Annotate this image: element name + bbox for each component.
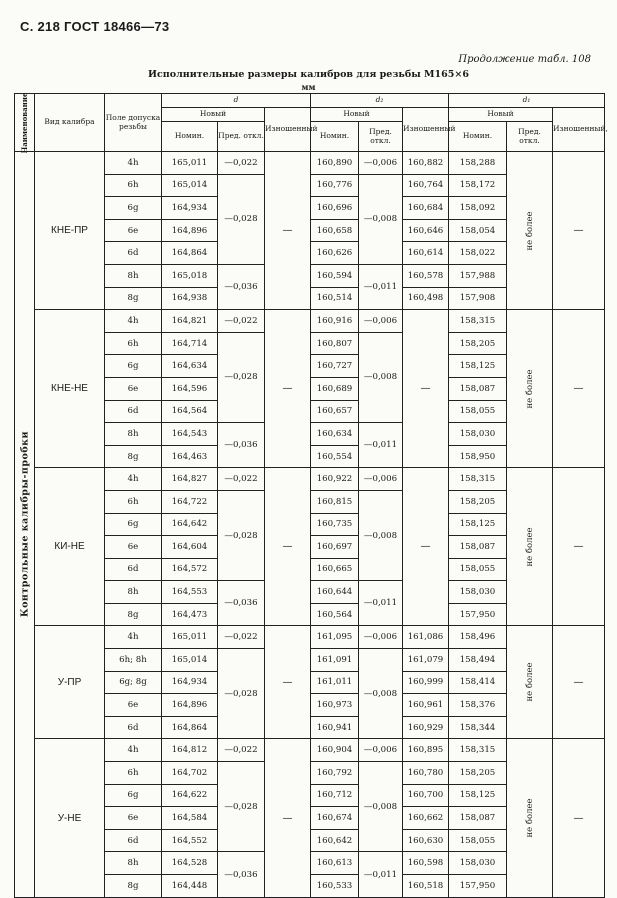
d2-nomin-cell: 160,792	[311, 762, 359, 785]
d-nomin-cell: 164,864	[162, 716, 218, 739]
d-nomin-cell: 164,584	[162, 807, 218, 830]
d2-nomin-cell: 160,727	[311, 355, 359, 378]
d2-nomin-cell: 160,735	[311, 513, 359, 536]
d1-nomin-cell: 158,055	[449, 829, 507, 852]
d1-nomin-cell: 158,092	[449, 197, 507, 220]
d-nomin-cell: 164,938	[162, 287, 218, 310]
d1-nomin-cell: 158,288	[449, 152, 507, 175]
d1-nomin-cell: 158,030	[449, 852, 507, 875]
d-nomin-cell: 164,622	[162, 784, 218, 807]
d-nomin-cell: 165,014	[162, 649, 218, 672]
d-deviation-cell: —0,022	[218, 739, 265, 762]
d1-worn-cell: —	[553, 626, 605, 739]
d2-deviation-cell: —0,006	[359, 310, 403, 333]
d-worn-cell: —	[265, 152, 311, 310]
fit-cell: 8g	[105, 875, 162, 898]
d1-nomin-cell: 158,055	[449, 558, 507, 581]
fit-cell: 6g	[105, 197, 162, 220]
d-nomin-cell: 164,604	[162, 536, 218, 559]
d-deviation-cell: —0,036	[218, 852, 265, 897]
table-row	[15, 626, 605, 649]
d-nomin-cell: 164,934	[162, 671, 218, 694]
d2-nomin-cell: 160,712	[311, 784, 359, 807]
kalibr-kind: У-НЕ	[35, 739, 105, 897]
fit-cell: 8h	[105, 264, 162, 287]
fit-cell: 6h	[105, 762, 162, 785]
fit-cell: 8h	[105, 581, 162, 604]
d-deviation-cell: —0,028	[218, 762, 265, 852]
d-nomin-cell: 164,572	[162, 558, 218, 581]
d1-nomin-cell: 158,950	[449, 445, 507, 468]
d1-nomin-cell: 158,344	[449, 716, 507, 739]
fit-cell: 6h	[105, 174, 162, 197]
d1-nomin-cell: 158,087	[449, 536, 507, 559]
d-nomin-cell: 164,543	[162, 423, 218, 446]
d-deviation-cell: —0,036	[218, 264, 265, 309]
fit-cell: 8h	[105, 852, 162, 875]
header-d1-pred: Пред. откл.	[507, 122, 553, 152]
fit-cell: 6g	[105, 784, 162, 807]
fit-cell: 6e	[105, 807, 162, 830]
d-nomin-cell: 164,634	[162, 355, 218, 378]
kalibr-kind: КИ-НЕ	[35, 468, 105, 626]
d2-worn-cell: 160,614	[403, 242, 449, 265]
d-nomin-cell: 164,448	[162, 875, 218, 898]
d-nomin-cell: 164,564	[162, 400, 218, 423]
d1-nomin-cell: 158,315	[449, 310, 507, 333]
header-d2-nomin: Номин.	[311, 122, 359, 152]
d2-nomin-cell: 160,626	[311, 242, 359, 265]
d1-nomin-cell: 158,125	[449, 784, 507, 807]
d2-nomin-cell: 160,890	[311, 152, 359, 175]
d-worn-cell: —	[265, 310, 311, 468]
fit-cell: 6g	[105, 355, 162, 378]
fit-cell: 8h	[105, 423, 162, 446]
d1-nomin-cell: 158,205	[449, 490, 507, 513]
d2-worn-cell: 160,882	[403, 152, 449, 175]
fit-cell: 6h	[105, 490, 162, 513]
d1-nomin-cell: 158,055	[449, 400, 507, 423]
header-d-nomin: Номин.	[162, 122, 218, 152]
d1-nomin-cell: 158,087	[449, 807, 507, 830]
d-nomin-cell: 164,596	[162, 377, 218, 400]
d2-deviation-cell: —0,008	[359, 649, 403, 739]
d-nomin-cell: 164,714	[162, 332, 218, 355]
header-d2-izn: Изношенный	[403, 108, 449, 152]
d2-nomin-cell: 160,665	[311, 558, 359, 581]
d1-deviation-cell	[507, 739, 553, 897]
header-d2-novy: Новый	[311, 108, 403, 122]
d1-nomin-cell: 157,908	[449, 287, 507, 310]
d2-worn-cell: 160,578	[403, 264, 449, 287]
fit-cell: 6d	[105, 242, 162, 265]
d1-nomin-cell: 158,205	[449, 762, 507, 785]
header-d: d	[162, 94, 311, 108]
d2-deviation-cell: —0,006	[359, 468, 403, 491]
d1-nomin-cell: 158,496	[449, 626, 507, 649]
d2-worn-cell: 160,895	[403, 739, 449, 762]
calibre-dimensions-table	[14, 92, 608, 898]
d-nomin-cell: 164,934	[162, 197, 218, 220]
d2-nomin-cell: 160,594	[311, 264, 359, 287]
fit-cell: 6h	[105, 332, 162, 355]
d1-nomin-cell: 158,030	[449, 423, 507, 446]
d2-nomin-cell: 160,815	[311, 490, 359, 513]
d-nomin-cell: 164,722	[162, 490, 218, 513]
d2-worn-cell: 160,700	[403, 784, 449, 807]
header-naimenovanie: Наименование	[15, 94, 35, 152]
header-d1: d₁	[449, 94, 605, 108]
d2-nomin-cell: 160,634	[311, 423, 359, 446]
d1-nomin-cell: 158,414	[449, 671, 507, 694]
d1-worn-cell: —	[553, 468, 605, 626]
d1-nomin-cell: 158,205	[449, 332, 507, 355]
d-deviation-cell: —0,028	[218, 490, 265, 580]
header-d1-novy: Новый	[449, 108, 553, 122]
fit-cell: 8g	[105, 287, 162, 310]
d-nomin-cell: 165,011	[162, 626, 218, 649]
d-deviation-cell: —0,022	[218, 468, 265, 491]
d-nomin-cell: 164,553	[162, 581, 218, 604]
d2-worn-cell: 160,646	[403, 219, 449, 242]
page-reference: С. 218 ГОСТ 18466—73	[20, 19, 170, 34]
fit-cell: 4h	[105, 468, 162, 491]
d2-worn-cell: 160,764	[403, 174, 449, 197]
fit-cell: 8g	[105, 445, 162, 468]
d2-nomin-cell: 160,916	[311, 310, 359, 333]
d2-nomin-cell: 160,973	[311, 694, 359, 717]
d2-worn-cell: 160,999	[403, 671, 449, 694]
d1-nomin-cell: 158,376	[449, 694, 507, 717]
d1-worn-cell: —	[553, 739, 605, 897]
fit-cell: 6d	[105, 829, 162, 852]
ne-bolee-label: не более	[524, 211, 535, 251]
header-d1-izn: Изношенный,	[553, 108, 605, 152]
d2-nomin-cell: 160,657	[311, 400, 359, 423]
d2-deviation-cell: —0,008	[359, 332, 403, 422]
fit-cell: 4h	[105, 739, 162, 762]
d2-nomin-cell: 161,095	[311, 626, 359, 649]
d-nomin-cell: 164,821	[162, 310, 218, 333]
ne-bolee-label: не более	[524, 369, 535, 409]
d-deviation-cell: —0,028	[218, 649, 265, 739]
d1-worn-cell: —	[553, 152, 605, 310]
table-continuation: Продолжение табл. 108	[458, 54, 591, 65]
d1-nomin-cell: 158,022	[449, 242, 507, 265]
header-pole-dopuska: Поле допуска резьбы	[105, 94, 162, 152]
d2-nomin-cell: 160,807	[311, 332, 359, 355]
fit-cell: 6d	[105, 558, 162, 581]
d-nomin-cell: 164,552	[162, 829, 218, 852]
d2-worn-cell: 160,662	[403, 807, 449, 830]
fit-cell: 6e	[105, 536, 162, 559]
d-nomin-cell: 164,864	[162, 242, 218, 265]
d-worn-cell: —	[265, 739, 311, 897]
d2-nomin-cell: 160,514	[311, 287, 359, 310]
fit-cell: 8g	[105, 603, 162, 626]
d-nomin-cell: 164,812	[162, 739, 218, 762]
header-d2-pred: Пред. откл.	[359, 122, 403, 152]
d2-worn-cell: 160,498	[403, 287, 449, 310]
fit-cell: 4h	[105, 626, 162, 649]
d2-deviation-cell: —0,006	[359, 626, 403, 649]
header-d-izn: Изношенный	[265, 108, 311, 152]
d2-worn-cell: 160,929	[403, 716, 449, 739]
d2-nomin-cell: 160,689	[311, 377, 359, 400]
d-nomin-cell: 164,896	[162, 219, 218, 242]
d1-nomin-cell: 157,988	[449, 264, 507, 287]
d-worn-cell: —	[265, 626, 311, 739]
d2-nomin-cell: 160,613	[311, 852, 359, 875]
d2-nomin-cell: 160,776	[311, 174, 359, 197]
d2-nomin-cell: 160,696	[311, 197, 359, 220]
table-body	[15, 152, 605, 898]
d1-nomin-cell: 158,315	[449, 468, 507, 491]
d-deviation-cell: —0,022	[218, 626, 265, 649]
d2-deviation-cell: —0,011	[359, 264, 403, 309]
d2-worn-cell: 160,684	[403, 197, 449, 220]
d-nomin-cell: 164,896	[162, 694, 218, 717]
section-label: Контрольные калибры-пробки	[19, 431, 30, 618]
d1-nomin-cell: 157,950	[449, 603, 507, 626]
d1-worn-cell: —	[553, 310, 605, 468]
d1-nomin-cell: 158,172	[449, 174, 507, 197]
fit-cell: 6e	[105, 694, 162, 717]
d2-nomin-cell: 160,697	[311, 536, 359, 559]
fit-cell: 6g; 8g	[105, 671, 162, 694]
d2-deviation-cell: —0,006	[359, 739, 403, 762]
table-row	[15, 739, 605, 762]
kalibr-kind: У-ПР	[35, 626, 105, 739]
d1-deviation-cell	[507, 152, 553, 310]
d1-nomin-cell: 158,125	[449, 513, 507, 536]
d-deviation-cell: —0,028	[218, 174, 265, 264]
fit-cell: 6h; 8h	[105, 649, 162, 672]
header-d-novy: Новый	[162, 108, 265, 122]
table-title: Исполнительные размеры калибров для резьбы М165×6	[148, 69, 469, 80]
d-nomin-cell: 164,642	[162, 513, 218, 536]
d2-nomin-cell: 161,091	[311, 649, 359, 672]
fit-cell: 6g	[105, 513, 162, 536]
table-row	[15, 152, 605, 175]
header-d-pred: Пред. откл.	[218, 122, 265, 152]
d2-deviation-cell: —0,008	[359, 174, 403, 264]
table-unit: мм	[301, 82, 316, 92]
d1-nomin-cell: 158,125	[449, 355, 507, 378]
table-row	[15, 468, 605, 491]
d1-nomin-cell: 157,950	[449, 875, 507, 898]
ne-bolee-label: не более	[524, 662, 535, 702]
ne-bolee-label: не более	[524, 527, 535, 567]
d2-nomin-cell: 160,564	[311, 603, 359, 626]
d1-deviation-cell	[507, 626, 553, 739]
d-deviation-cell: —0,022	[218, 310, 265, 333]
d-nomin-cell: 164,528	[162, 852, 218, 875]
d-nomin-cell: 165,014	[162, 174, 218, 197]
d2-worn-cell: 160,630	[403, 829, 449, 852]
kalibr-kind: КНЕ-ПР	[35, 152, 105, 310]
d1-nomin-cell: 158,494	[449, 649, 507, 672]
d2-nomin-cell: 160,904	[311, 739, 359, 762]
d2-worn-cell: 161,086	[403, 626, 449, 649]
d1-deviation-cell	[507, 310, 553, 468]
fit-cell: 4h	[105, 152, 162, 175]
d2-deviation-cell: —0,011	[359, 852, 403, 897]
d2-nomin-cell: 160,658	[311, 219, 359, 242]
d-deviation-cell: —0,028	[218, 332, 265, 422]
d-worn-cell: —	[265, 468, 311, 626]
d2-nomin-cell: 160,674	[311, 807, 359, 830]
d2-nomin-cell: 160,922	[311, 468, 359, 491]
d2-nomin-cell: 160,642	[311, 829, 359, 852]
fit-cell: 6e	[105, 377, 162, 400]
header-d2: d₂	[311, 94, 449, 108]
d-nomin-cell: 164,463	[162, 445, 218, 468]
d2-nomin-cell: 160,533	[311, 875, 359, 898]
fit-cell: 4h	[105, 310, 162, 333]
d-nomin-cell: 164,473	[162, 603, 218, 626]
d1-nomin-cell: 158,030	[449, 581, 507, 604]
kalibr-kind: КНЕ-НЕ	[35, 310, 105, 468]
d2-nomin-cell: 160,941	[311, 716, 359, 739]
d1-nomin-cell: 158,315	[449, 739, 507, 762]
table-row	[15, 310, 605, 333]
d-deviation-cell: —0,036	[218, 423, 265, 468]
header-vid-kalibra: Вид калибра	[35, 94, 105, 152]
d2-nomin-cell: 161,011	[311, 671, 359, 694]
d1-nomin-cell: 158,087	[449, 377, 507, 400]
d2-worn-cell: 160,961	[403, 694, 449, 717]
d2-worn-cell: 160,598	[403, 852, 449, 875]
d-deviation-cell: —0,022	[218, 152, 265, 175]
d2-nomin-cell: 160,644	[311, 581, 359, 604]
ne-bolee-label: не более	[524, 798, 535, 838]
header-d1-nomin: Номин.	[449, 122, 507, 152]
fit-cell: 6e	[105, 219, 162, 242]
d2-worn-cell: 161,079	[403, 649, 449, 672]
fit-cell: 6d	[105, 400, 162, 423]
d1-nomin-cell: 158,054	[449, 219, 507, 242]
section-label-cell	[15, 152, 35, 898]
d-nomin-cell: 165,018	[162, 264, 218, 287]
d-nomin-cell: 165,011	[162, 152, 218, 175]
d-deviation-cell: —0,036	[218, 581, 265, 626]
d2-deviation-cell: —0,008	[359, 762, 403, 852]
d-nomin-cell: 164,827	[162, 468, 218, 491]
fit-cell: 6d	[105, 716, 162, 739]
d2-worn-cell: 160,518	[403, 875, 449, 898]
d2-deviation-cell: —0,011	[359, 581, 403, 626]
d2-deviation-cell: —0,008	[359, 490, 403, 580]
d-nomin-cell: 164,702	[162, 762, 218, 785]
d2-worn-cell: 160,780	[403, 762, 449, 785]
d2-deviation-cell: —0,011	[359, 423, 403, 468]
d2-worn-cell: —	[403, 310, 449, 468]
d2-deviation-cell: —0,006	[359, 152, 403, 175]
d2-worn-cell: —	[403, 468, 449, 626]
d1-deviation-cell	[507, 468, 553, 626]
d2-nomin-cell: 160,554	[311, 445, 359, 468]
